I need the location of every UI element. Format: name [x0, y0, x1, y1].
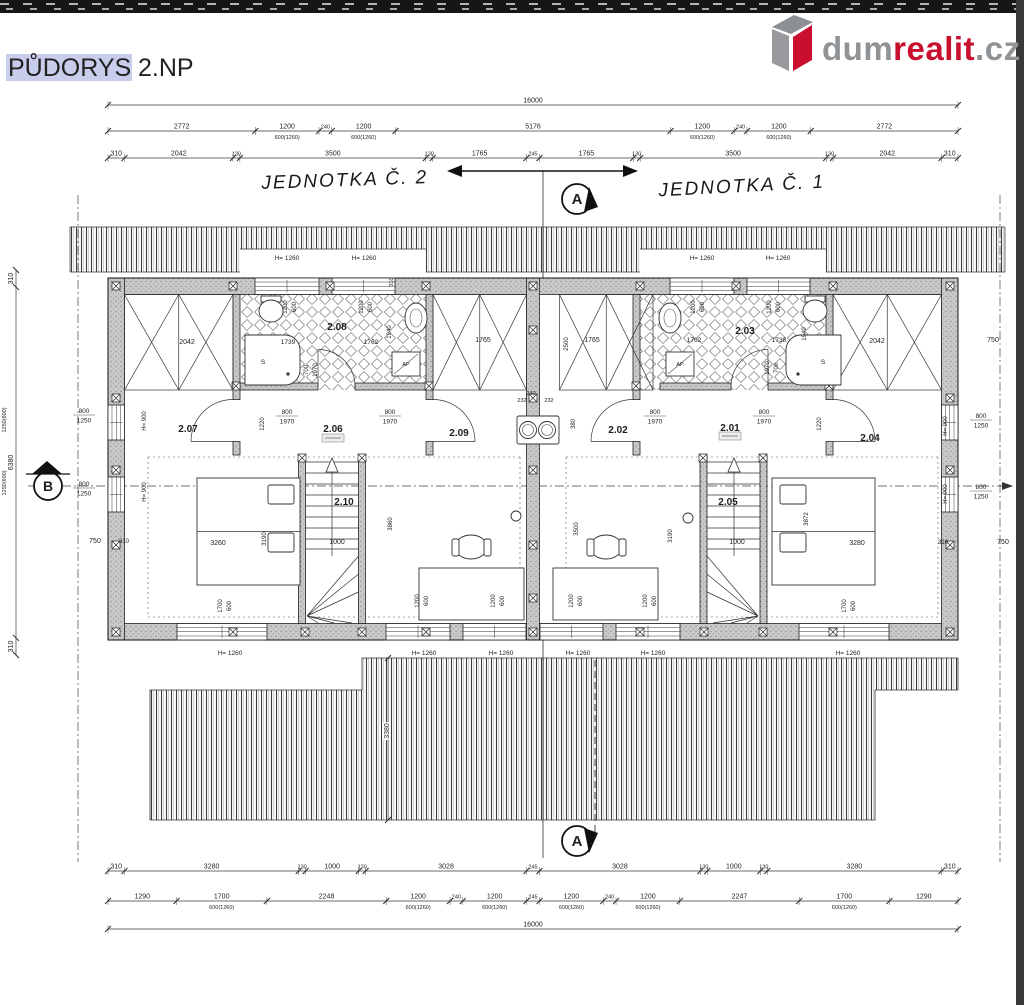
dim-value: 245 [528, 864, 538, 871]
dim-value: 310 [943, 863, 956, 871]
plan-dim-label: 240 [526, 391, 536, 397]
dim-value: 16000 [523, 921, 543, 929]
plan-dim-label: 310 [389, 277, 395, 287]
washbasin-icon [659, 303, 681, 333]
plan-dim-label: H= 1260 [765, 255, 791, 262]
plan-dim-label: H= 900 [943, 416, 949, 436]
plan-dim-label: 232 [544, 398, 554, 404]
dim-value: 240 [736, 124, 746, 131]
plan-dim-label: 3860 [388, 517, 394, 531]
column-marker-icon [529, 466, 537, 474]
dim-value: 6380 [8, 454, 15, 471]
roof-overhang-top [70, 227, 1005, 273]
plan-dim-label: 1000 [329, 539, 345, 546]
dim-value: 1200 [355, 123, 372, 131]
plan-dim-label: 2042 [179, 339, 195, 346]
column-marker-icon [946, 628, 954, 636]
door-dim-value: 800 [758, 409, 770, 416]
scan-top-bar [0, 0, 1024, 13]
double-washbasin-icon [517, 416, 559, 444]
dim-value: 245 [528, 894, 538, 901]
column-marker-icon [422, 282, 430, 290]
column-marker-icon [112, 628, 120, 636]
dim-value: 310 [8, 272, 15, 285]
room-label-2-06: 2.06 [323, 424, 343, 435]
dim-value: 1290 [915, 893, 932, 901]
plan-dim-label: 1765 [584, 337, 600, 344]
logo-text [822, 30, 1021, 67]
dim-value: 16000 [523, 97, 543, 105]
column-marker-icon [829, 282, 837, 290]
dim-value: 310 [943, 150, 956, 158]
dim-value: 130 [699, 864, 709, 871]
column-marker-icon [732, 282, 740, 290]
dim-value: 1200 [279, 123, 295, 131]
dim-value: 1290 [134, 893, 151, 901]
dim-subvalue: 600(1260) [209, 905, 235, 911]
plan-dim-label: 1762 [686, 337, 702, 344]
dim-value: 240 [320, 124, 330, 131]
plan-dim-label: 600 [292, 301, 298, 313]
plan-dim-label: H= 900 [142, 482, 148, 502]
dim-value: 1200 [771, 123, 787, 131]
plan-dim-label: 600 [227, 600, 233, 612]
plan-dim-label: 700 [774, 362, 780, 374]
plan-dim-label: 2042 [869, 338, 885, 345]
utility-symbol [511, 511, 521, 521]
door-dim-subvalue: 1250 [76, 417, 92, 425]
door-dim-value: 800 [78, 481, 90, 488]
washing-machine-icon [392, 352, 420, 376]
page-title [6, 51, 194, 82]
outer-wall-right [942, 278, 959, 640]
dim-value: 245 [528, 151, 538, 158]
dim-value: 130 [297, 864, 307, 871]
plan-dim-label: H= 1260 [217, 650, 243, 657]
plan-dim-label: 700 [304, 364, 310, 376]
dim-value: 130 [632, 151, 642, 158]
door-dim-value: 800 [281, 409, 293, 416]
plan-dim-label: H= 1260 [274, 255, 300, 262]
toilet-icon [803, 296, 827, 322]
dim-value: 2042 [879, 150, 896, 158]
plan-dim-label: 1250(600) [2, 407, 8, 433]
plan-dim-label: H= 1260 [351, 255, 377, 262]
plan-dim-label: 1200 [491, 594, 497, 608]
plan-dim-label: 1200 [569, 594, 575, 608]
dim-value: 3500 [725, 150, 741, 158]
plan-dim-label: 1970 [313, 363, 319, 377]
plan-dim-label: 2500 [564, 337, 570, 351]
plan-dim-label: H= 1260 [411, 650, 437, 657]
room-label-2-10: 2.10 [334, 497, 354, 508]
svg-text:A: A [571, 191, 583, 208]
column-marker-icon [301, 628, 309, 636]
plan-dim-label: 3190 [668, 529, 674, 543]
plan-dim-label: 1700 [842, 599, 848, 613]
dim-subvalue: 600(1260) [831, 905, 857, 911]
dim-value: 1000 [726, 863, 742, 871]
door-dim-subvalue: 1970 [756, 418, 772, 426]
dim-value: 1700 [213, 893, 230, 901]
title-rest: 2.NP [138, 54, 194, 82]
door-dim-subvalue: 1250 [973, 493, 989, 501]
plan-dim-label: 1200 [283, 300, 289, 314]
plan-dim-label: 1200 [359, 300, 365, 314]
plan-dim-label: 750 [987, 337, 999, 344]
dim-value: 2042 [170, 150, 187, 158]
plan-dim-label: 600 [776, 301, 782, 313]
room-label-2-05: 2.05 [718, 497, 738, 508]
plan-dim-label: 600 [652, 595, 658, 607]
column-marker-icon [632, 382, 640, 390]
dim-subvalue: 600(1260) [558, 905, 584, 911]
svg-text:AP: AP [676, 362, 684, 368]
dim-subvalue: 600(1260) [689, 135, 715, 141]
svg-text:S: S [820, 359, 826, 366]
plan-dim-label: 600 [500, 595, 506, 607]
column-marker-icon [529, 628, 537, 636]
column-marker-icon [112, 466, 120, 474]
unit-1-label: JEDNOTKA Č. 1 [657, 171, 826, 202]
dim-value: 1200 [640, 893, 656, 901]
door-dim-subvalue: 1250 [76, 490, 92, 498]
bed-left [197, 478, 300, 585]
dim-value: 2772 [876, 123, 893, 131]
scan-right-strip [1016, 0, 1024, 1005]
plan-dim-label: 1220 [817, 417, 823, 431]
column-marker-icon [946, 394, 954, 402]
plan-dim-label: 3280 [849, 540, 865, 547]
column-marker-icon [298, 454, 306, 462]
dim-value: 130 [231, 151, 242, 158]
dim-value: 3028 [438, 863, 454, 871]
door-dim-subvalue: 1250 [973, 422, 989, 430]
column-marker-icon [529, 326, 537, 334]
plan-dim-label: 600 [700, 301, 706, 313]
room-label-2-07: 2.07 [178, 424, 198, 435]
dim-subvalue: 600(1260) [482, 905, 508, 911]
dim-value: 240 [451, 894, 461, 901]
column-marker-icon [529, 282, 537, 290]
column-marker-icon [425, 382, 433, 390]
room-label-2-09: 2.09 [449, 428, 469, 439]
plan-dim-label: 750 [89, 538, 101, 545]
column-marker-icon [759, 454, 767, 462]
utility-symbol [683, 513, 693, 523]
dim-value: 1700 [836, 893, 853, 901]
plan-dim-label: 3260 [210, 540, 226, 547]
dim-subvalue: 600(1260) [351, 135, 377, 141]
column-marker-icon [529, 594, 537, 602]
plan-dim-label: 1200 [643, 594, 649, 608]
plan-dim-label: 3190 [262, 532, 268, 546]
plan-dim-label: 1000 [729, 539, 745, 546]
logo-text-realit: realit [893, 30, 976, 67]
dim-value: 130 [357, 864, 367, 871]
dim-value: 3280 [846, 863, 863, 871]
dim-value: 1200 [694, 123, 711, 131]
column-marker-icon [759, 628, 767, 636]
plan-dim-label: 1200 [691, 300, 697, 314]
washing-machine-icon [666, 352, 694, 376]
column-marker-icon [699, 454, 707, 462]
column-marker-icon [946, 466, 954, 474]
bed-right [772, 478, 875, 585]
shower-icon [786, 335, 841, 385]
plan-dim-label: 1970 [765, 361, 771, 375]
plan-dim-label: 3380 [384, 723, 391, 739]
plan-dim-label: 3872 [804, 512, 810, 526]
plan-dim-label: 1200 [767, 300, 773, 314]
room-label-2-02: 2.02 [608, 425, 628, 436]
plan-dim-label: 310 [118, 539, 130, 545]
plan-dim-label: 3500 [574, 522, 580, 536]
stair-wall [359, 455, 366, 624]
column-marker-icon [358, 628, 366, 636]
plan-dim-label: 600 [578, 595, 584, 607]
plan-dim-label: 1738 [771, 337, 787, 344]
door-dim-value: 800 [975, 413, 987, 420]
column-marker-icon [422, 628, 430, 636]
dim-value: 2772 [173, 123, 190, 131]
toilet-icon [259, 296, 283, 322]
dim-value: 130 [824, 151, 835, 158]
dim-subvalue: 600(1260) [405, 905, 431, 911]
dim-value: 3028 [612, 863, 628, 871]
svg-text:S: S [260, 359, 266, 366]
title-highlighted-word: PŮDORYS [8, 54, 132, 82]
column-marker-icon [112, 282, 120, 290]
dim-value: 3280 [203, 863, 220, 871]
dim-value: 1200 [410, 893, 426, 901]
plan-dim-label: H= 1260 [835, 650, 861, 657]
column-marker-icon [636, 628, 644, 636]
plan-dim-label: 750 [997, 539, 1009, 546]
stair-wall [760, 455, 767, 624]
door-dim-value: 800 [384, 409, 396, 416]
washbasin-icon [405, 303, 427, 333]
dim-value: 1765 [471, 150, 488, 158]
plan-dim-label: 310 [937, 540, 949, 546]
door-dim-subvalue: 1970 [382, 418, 398, 426]
plan-dim-label: 1762 [363, 339, 379, 346]
logo-text-cz: .cz [975, 30, 1021, 67]
plan-dim-label: H= 900 [142, 411, 148, 431]
plan-dim-label: 1739 [280, 339, 296, 346]
column-marker-icon [636, 282, 644, 290]
door-dim-value: 800 [649, 409, 661, 416]
plan-dim-label: H= 1260 [565, 650, 591, 657]
plan-dim-label: 600 [851, 600, 857, 612]
room-label-2-04: 2.04 [860, 433, 880, 444]
plan-dim-label: 600 [424, 595, 430, 607]
room-label-2-03: 2.03 [735, 326, 755, 337]
room-label-2-01: 2.01 [720, 423, 740, 434]
plan-dim-label: 1700 [218, 599, 224, 613]
dim-value: 1000 [324, 863, 340, 871]
plan-dim-label: 1250(600) [2, 470, 8, 496]
dim-value: 1200 [563, 893, 580, 901]
column-marker-icon [112, 394, 120, 402]
dim-value: 310 [110, 863, 123, 871]
dim-value: 2248 [318, 893, 335, 901]
plan-dim-label: 1220 [260, 417, 266, 431]
dim-subvalue: 600(1260) [274, 135, 300, 141]
unit-2-label: JEDNOTKA Č. 2 [261, 167, 429, 194]
plan-dim-label: H= 900 [943, 484, 949, 504]
dim-value: 310 [110, 150, 123, 158]
dim-value: 2247 [731, 893, 748, 901]
column-marker-icon [358, 454, 366, 462]
column-marker-icon [700, 628, 708, 636]
column-marker-icon [326, 282, 334, 290]
dim-value: 130 [424, 151, 434, 158]
dim-value: 130 [759, 864, 769, 871]
svg-text:A: A [571, 833, 583, 850]
dim-value: 5176 [525, 123, 541, 131]
door-dim-subvalue: 1970 [279, 418, 295, 426]
plan-dim-label: 380 [571, 418, 577, 430]
plan-dim-label: H= 1260 [689, 255, 715, 262]
plan-dim-label: 1940 [802, 327, 808, 341]
column-marker-icon [229, 282, 237, 290]
dim-value: 1200 [486, 893, 503, 901]
plan-dim-label: 1200 [415, 594, 421, 608]
room-label-2-08: 2.08 [327, 322, 347, 333]
plan-dim-label: 232 [517, 398, 527, 404]
plan-dim-label: 1940 [387, 325, 393, 339]
logo-text-dum: dum [822, 30, 894, 67]
door-dim-subvalue: 1970 [647, 418, 663, 426]
plan-dim-label: 1765 [475, 337, 491, 344]
stair-wall [700, 455, 707, 624]
dim-value: 310 [8, 640, 15, 653]
svg-text:AP: AP [402, 362, 410, 368]
dim-value: 3500 [325, 150, 341, 158]
dim-value: 1765 [578, 150, 595, 158]
dim-value: 240 [605, 894, 615, 901]
outer-wall-left [108, 278, 125, 640]
door-dim-value: 800 [975, 484, 987, 491]
plan-dim-label: H= 1260 [488, 650, 514, 657]
svg-text:B: B [42, 478, 54, 494]
column-marker-icon [946, 282, 954, 290]
column-marker-icon [229, 628, 237, 636]
dim-subvalue: 600(1260) [766, 135, 792, 141]
door-dim-value: 800 [78, 408, 90, 415]
dim-subvalue: 600(1260) [635, 905, 661, 911]
column-marker-icon [829, 628, 837, 636]
plan-dim-label: 600 [368, 301, 374, 313]
column-marker-icon [529, 541, 537, 549]
plan-dim-label: H= 1260 [640, 650, 666, 657]
